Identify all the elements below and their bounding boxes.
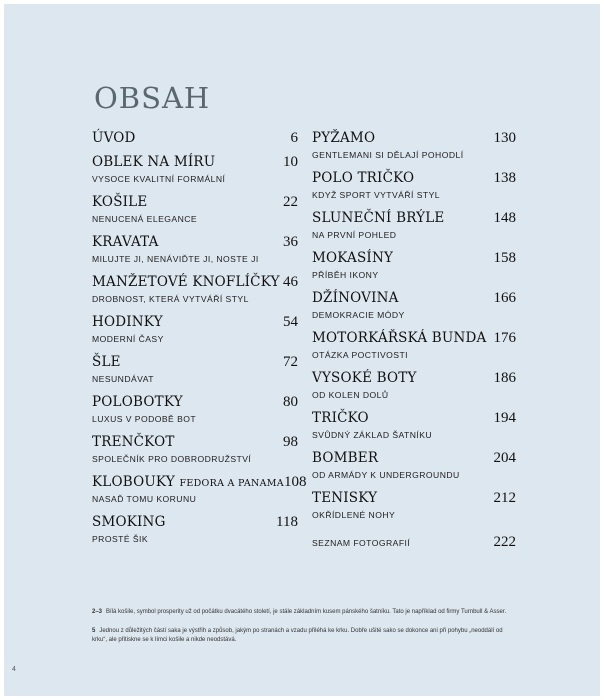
toc-entry-head	[312, 130, 516, 147]
footnote-ref: 2–3	[92, 609, 103, 615]
toc-entry	[312, 250, 516, 280]
toc-entry	[92, 154, 298, 184]
toc-entry	[92, 354, 298, 384]
toc-entry	[312, 130, 516, 160]
toc-entry-head	[92, 234, 298, 251]
page-ref: 98	[283, 434, 298, 450]
page-ref: 46	[283, 274, 298, 290]
chapter-tagline: PŘÍBĚH IKONY	[312, 270, 379, 280]
chapter-tagline: OTÁZKA POCTIVOSTI	[312, 350, 408, 360]
footnote	[92, 627, 512, 645]
toc-entry	[312, 534, 516, 551]
chapter-title	[312, 290, 399, 306]
toc-entry	[92, 130, 298, 147]
page-ref: 186	[493, 370, 516, 386]
toc-entry	[92, 234, 298, 264]
chapter-tagline: NESUNDÁVAT	[92, 374, 154, 384]
toc-entry	[92, 314, 298, 344]
footnote-text: Jednou z důležitých částí saka je výstřih a způsob, jakým po stranách a vzadu přiléhá ke krku. Dobře ušité sako se dokonce ani při pohybu „neoddálí od krku“, ale přitiskne se k límci košile a nikde neodstává.	[92, 628, 503, 643]
chapter-tagline: GENTLEMANI SI DĚLAJÍ POHODLÍ	[312, 150, 464, 160]
toc-right-column	[312, 130, 516, 551]
toc-entry-head	[312, 370, 516, 387]
chapter-tagline: DEMOKRACIE MÓDY	[312, 310, 405, 320]
chapter-subtitle-small: FEDORA A PANAMA	[179, 478, 284, 489]
page-title: OBSAH	[94, 81, 211, 116]
page-ref: 22	[283, 194, 298, 210]
toc-entry-head	[92, 314, 298, 331]
chapter-title-text: BOMBER	[312, 450, 379, 466]
page-ref: 148	[493, 210, 516, 226]
toc-entry-head	[312, 410, 516, 427]
toc-entry	[92, 394, 298, 424]
footnotes	[92, 608, 512, 655]
page-ref: 176	[493, 330, 516, 346]
page-ref: 194	[493, 410, 516, 426]
toc-entry-head	[312, 490, 516, 507]
toc-left-column	[92, 130, 307, 544]
toc-entry	[92, 274, 298, 304]
chapter-title	[312, 210, 445, 226]
chapter-title-text: DŽÍNOVINA	[312, 290, 399, 306]
toc-entry	[312, 490, 516, 520]
chapter-title-text: VYSOKÉ BOTY	[312, 370, 417, 386]
chapter-title	[92, 354, 121, 370]
chapter-title-text: TRIČKO	[312, 410, 369, 426]
page-ref: 36	[283, 234, 298, 250]
toc-entry	[312, 330, 516, 360]
toc-entry-head	[312, 534, 516, 551]
page-ref: 204	[493, 450, 516, 466]
chapter-title-text: SLUNEČNÍ BRÝLE	[312, 210, 445, 226]
toc-entry	[312, 410, 516, 440]
chapter-title-text: KLOBOUKY	[92, 474, 175, 490]
chapter-title	[312, 330, 487, 346]
chapter-title-text: TRENČKOT	[92, 434, 175, 450]
page-ref: 6	[290, 130, 298, 146]
chapter-title-text: POLOBOTKY	[92, 394, 183, 410]
chapter-title	[312, 250, 393, 266]
page-ref: 158	[493, 250, 516, 266]
chapter-title-text: ÚVOD	[92, 130, 136, 146]
chapter-title	[92, 194, 147, 210]
page-ref: 130	[493, 130, 516, 146]
chapter-tagline: OD ARMÁDY K UNDERGROUNDU	[312, 470, 460, 480]
page-ref: 166	[493, 290, 516, 306]
footnote-ref: 5	[92, 628, 96, 634]
chapter-title	[312, 170, 414, 186]
chapter-title	[312, 130, 375, 146]
chapter-title-text: POLO TRIČKO	[312, 170, 415, 186]
chapter-title-text: KRAVATA	[92, 234, 159, 250]
toc-entry-head	[92, 394, 298, 411]
toc-entry	[312, 170, 516, 200]
toc-entry-head	[92, 154, 298, 171]
chapter-title-text: MOTORKÁŘSKÁ BUNDA	[312, 330, 487, 346]
toc-entry	[312, 370, 516, 400]
chapter-title	[92, 394, 183, 410]
chapter-title	[92, 514, 166, 530]
toc-entry-head	[92, 514, 298, 531]
toc-entry	[92, 194, 298, 224]
chapter-title-text: ŠLE	[92, 354, 121, 370]
chapter-tagline: NENUCENÁ ELEGANCE	[92, 214, 198, 224]
chapter-title-text: MANŽETOVÉ KNOFLÍČKY	[92, 274, 280, 290]
toc-entry-head	[312, 170, 516, 187]
chapter-tagline: PROSTÉ ŠIK	[92, 534, 149, 544]
toc-entry	[312, 290, 516, 320]
chapter-title	[312, 490, 377, 506]
chapter-tagline: LUXUS V PODOBĚ BOT	[92, 414, 197, 424]
toc-entry	[92, 434, 298, 464]
page-ref: 72	[283, 354, 298, 370]
chapter-title-text: TENISKY	[312, 490, 378, 506]
toc-entry-head	[312, 290, 516, 307]
chapter-tagline: SPOLEČNÍK PRO DOBRODRUŽSTVÍ	[92, 454, 252, 464]
chapter-title-text: SEZNAM FOTOGRAFIÍ	[312, 538, 411, 548]
chapter-title-text: OBLEK NA MÍRU	[92, 154, 216, 170]
toc-entry-head	[312, 450, 516, 467]
chapter-tagline: MILUJTE JI, NENÁVIĎTE JI, NOSTE JI	[92, 254, 259, 264]
toc-entry	[92, 474, 307, 504]
toc-entry-head	[92, 474, 307, 491]
chapter-tagline: NASAĎ TOMU KORUNU	[92, 494, 197, 504]
chapter-tagline: KDYŽ SPORT VYTVÁŘÍ STYL	[312, 190, 440, 200]
toc-entry-head	[92, 130, 298, 147]
chapter-title	[312, 370, 417, 386]
toc-page	[4, 4, 600, 696]
chapter-title	[92, 434, 175, 450]
chapter-title	[92, 474, 284, 490]
chapter-title	[92, 154, 215, 170]
chapter-tagline: DROBNOST, KTERÁ VYTVÁŘÍ STYL	[92, 294, 249, 304]
toc-entry	[312, 210, 516, 240]
chapter-title-text: KOŠILE	[92, 194, 148, 210]
chapter-title-text: MOKASÍNY	[312, 250, 394, 266]
page-ref: 138	[493, 170, 516, 186]
chapter-tagline: NA PRVNÍ POHLED	[312, 230, 397, 240]
toc-entry-head	[312, 330, 516, 347]
chapter-tagline: VYSOCE KVALITNÍ FORMÁLNÍ	[92, 174, 226, 184]
chapter-title	[92, 234, 159, 250]
chapter-tagline: SVŮDNÝ ZÁKLAD ŠATNÍKU	[312, 430, 433, 440]
chapter-title-text: SMOKING	[92, 514, 166, 530]
footnote	[92, 608, 512, 617]
toc-entry-head	[312, 210, 516, 227]
footnote-text: Bílá košile, symbol prosperity už od počátku dvacátého století, je stále základním kusem pánského šatníku. Tato je například od firmy Turnbull & Asser.	[106, 609, 507, 615]
chapter-title	[312, 450, 378, 466]
toc-entry	[312, 450, 516, 480]
chapter-title-text: PYŽAMO	[312, 130, 376, 146]
page-ref: 80	[283, 394, 298, 410]
page-ref: 222	[493, 534, 516, 550]
page-ref: 54	[283, 314, 298, 330]
toc-entry-head	[92, 434, 298, 451]
chapter-title	[312, 538, 410, 548]
toc-entry-head	[312, 250, 516, 267]
chapter-tagline: OKŘÍDLENÉ NOHY	[312, 510, 396, 520]
toc-entry-head	[92, 274, 298, 291]
page-ref: 212	[493, 490, 516, 506]
chapter-title	[312, 410, 369, 426]
page-ref: 118	[276, 514, 298, 530]
page-number: 4	[12, 666, 16, 673]
chapter-title	[92, 130, 136, 146]
toc-entry-head	[92, 354, 298, 371]
chapter-tagline: MODERNÍ ČASY	[92, 334, 164, 344]
chapter-title	[92, 314, 163, 330]
page-ref: 10	[283, 154, 298, 170]
chapter-title-text: HODINKY	[92, 314, 163, 330]
toc-entry-head	[92, 194, 298, 211]
toc-entry	[92, 514, 298, 544]
chapter-title	[92, 274, 280, 290]
page-ref: 108	[283, 474, 307, 490]
chapter-tagline: OD KOLEN DOLŮ	[312, 390, 389, 400]
